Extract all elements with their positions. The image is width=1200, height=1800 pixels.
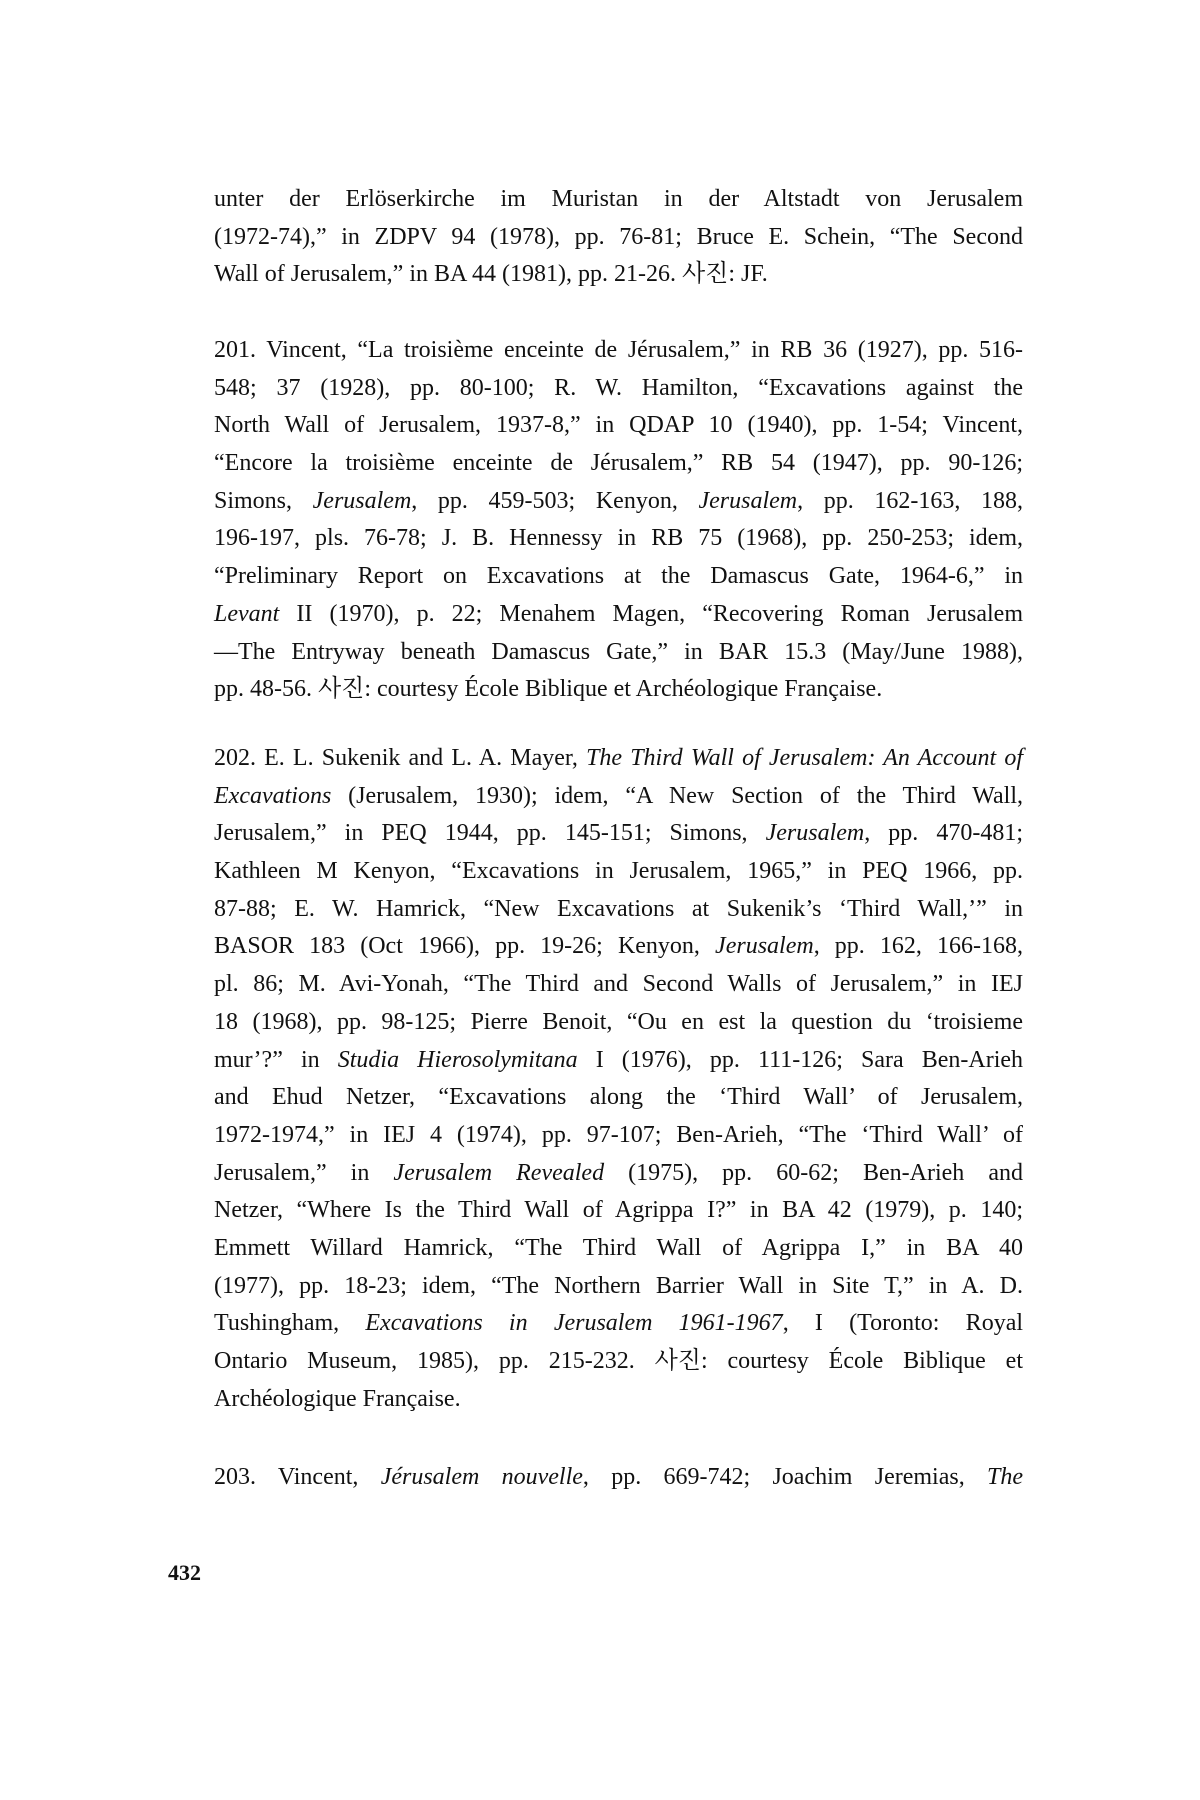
text-line [214, 634, 1023, 672]
text-segment: 202. E. L. Sukenik and L. A. Mayer, [214, 745, 587, 771]
text-line [214, 740, 1023, 778]
text-segment: 18 (1968), pp. 98-125; Pierre Benoit, “Ou en est la question du ‘troisieme [214, 1008, 1023, 1035]
text-segment: North Wall of Jerusalem, 1937-8,” in QDAP 10 (1940), pp. 1-54; Vincent, [214, 412, 1023, 439]
text-segment: Archéologique Française. [214, 1385, 461, 1412]
italic-title: Jérusalem nouvelle [380, 1464, 583, 1490]
text-segment: 203. Vincent, [214, 1464, 381, 1490]
text-line [214, 1155, 1023, 1193]
text-segment: 201. Vincent, “La troisième enceinte de Jérusalem,” in RB 36 (1927), pp. 516- [214, 337, 1023, 363]
footnote-203 [214, 1459, 1023, 1497]
footnote-202 [214, 740, 1023, 1418]
text-segment: , pp. 162-163, 188, [797, 487, 1023, 514]
italic-title: Jerusalem [312, 487, 412, 514]
text-segment: “Preliminary Report on Excavations at the Damascus Gate, 1964-6,” in [214, 563, 1023, 590]
text-line [214, 891, 1023, 929]
italic-title: Jerusalem [765, 820, 865, 847]
italic-title: The Third Wall of Jerusalem: An Account of [586, 745, 1024, 771]
text-segment: 87-88; E. W. Hamrick, “New Excavations at Sukenik’s ‘Third Wall,’” in [214, 895, 1023, 922]
text-line [214, 815, 1023, 853]
text-segment: , pp. 669-742; Joachim Jeremias, [582, 1464, 987, 1490]
text-segment: pl. 86; M. Avi-Yonah, “The Third and Second Walls of Jerusalem,” in IEJ [214, 971, 1023, 998]
text-line [214, 1230, 1023, 1268]
text-line [214, 332, 1023, 370]
text-segment: —The Entryway beneath Damascus Gate,” in BAR 15.3 (May/June 1988), [214, 638, 1023, 665]
text-segment: 1972-1974,” in IEJ 4 (1974), pp. 97-107; Ben-Arieh, “The ‘Third Wall’ of [214, 1121, 1023, 1148]
text-segment: (1977), pp. 18-23; idem, “The Northern Barrier Wall in Site T,” in A. D. [214, 1272, 1023, 1299]
text-segment: Simons, [214, 487, 313, 514]
text-segment: (Jerusalem, 1930); idem, “A New Section of the Third Wall, [331, 782, 1023, 809]
italic-title: Excavations in Jerusalem 1961-1967 [365, 1310, 783, 1337]
text-line [214, 1192, 1023, 1230]
text-line [214, 671, 1023, 709]
text-line [214, 596, 1023, 634]
text-segment: Wall of Jerusalem,” in BA 44 (1981), pp. 21-26. 사진: JF. [214, 261, 768, 288]
text-line [214, 181, 1023, 219]
text-segment: Ontario Museum, 1985), pp. 215-232. 사진: courtesy École Biblique et [214, 1348, 1023, 1374]
text-line [214, 778, 1023, 816]
text-line [214, 1268, 1023, 1306]
text-segment: , pp. 470-481; [864, 820, 1023, 847]
text-segment: , I (Toronto: Royal [782, 1310, 1024, 1337]
italic-title: Jerusalem [698, 487, 798, 514]
text-line [214, 966, 1023, 1004]
italic-title: Studia Hierosolymitana [337, 1046, 578, 1073]
text-line [214, 1042, 1023, 1080]
text-line [214, 853, 1023, 891]
text-segment: (1972-74),” in ZDPV 94 (1978), pp. 76-81; Bruce E. Schein, “The Second [214, 223, 1023, 250]
text-line [214, 256, 1023, 294]
text-line [214, 483, 1023, 521]
text-line [214, 520, 1023, 558]
italic-title: Levant [214, 600, 280, 627]
italic-title: Excavations [214, 782, 332, 809]
text-line [214, 370, 1023, 408]
text-line [214, 219, 1023, 257]
text-segment: Tushingham, [214, 1310, 366, 1337]
text-segment: Kathleen M Kenyon, “Excavations in Jerusalem, 1965,” in PEQ 1966, pp. [214, 858, 1023, 885]
text-segment: pp. 48-56. 사진: courtesy École Biblique et Archéologique Française. [214, 676, 883, 703]
text-segment: unter der Erlöserkirche im Muristan in der Altstadt von Jerusalem [214, 186, 1023, 212]
text-line [214, 558, 1023, 596]
text-segment: (1975), pp. 60-62; Ben-Arieh and [604, 1159, 1023, 1186]
text-segment: II (1970), p. 22; Menahem Magen, “Recovering Roman Jerusalem [279, 600, 1023, 627]
footnote-201 [214, 332, 1023, 709]
text-line [214, 1117, 1023, 1155]
italic-title: The [987, 1464, 1023, 1490]
text-segment: BASOR 183 (Oct 1966), pp. 19-26; Kenyon, [214, 933, 716, 960]
text-line [214, 928, 1023, 966]
italic-title: Jerusalem [715, 933, 814, 960]
text-segment: 548; 37 (1928), pp. 80-100; R. W. Hamilton, “Excavations against the [214, 374, 1023, 401]
text-segment: “Encore la troisième enceinte de Jérusalem,” RB 54 (1947), pp. 90-126; [214, 450, 1023, 477]
text-line [214, 1343, 1023, 1381]
text-segment: , pp. 459-503; Kenyon, [411, 487, 699, 514]
text-line [214, 1305, 1023, 1343]
text-line [214, 1459, 1023, 1497]
text-segment: , pp. 162, 166-168, [813, 933, 1023, 960]
text-segment: I (1976), pp. 111-126; Sara Ben-Arieh [577, 1046, 1024, 1073]
page-number: 432 [168, 1560, 201, 1585]
italic-title: Jerusalem Revealed [393, 1159, 605, 1186]
text-line [214, 1079, 1023, 1117]
text-segment: mur’?” in [214, 1046, 338, 1073]
text-segment: Jerusalem,” in [214, 1159, 394, 1186]
text-segment: Jerusalem,” in PEQ 1944, pp. 145-151; Simons, [214, 820, 766, 847]
footnote-continuation [214, 181, 1023, 294]
text-line [214, 407, 1023, 445]
text-segment: Netzer, “Where Is the Third Wall of Agrippa I?” in BA 42 (1979), p. 140; [214, 1197, 1023, 1224]
text-segment: and Ehud Netzer, “Excavations along the ‘Third Wall’ of Jerusalem, [214, 1084, 1023, 1111]
text-line [214, 1004, 1023, 1042]
text-line [214, 445, 1023, 483]
text-line [214, 1381, 1023, 1419]
text-segment: 196-197, pls. 76-78; J. B. Hennessy in RB 75 (1968), pp. 250-253; idem, [214, 525, 1023, 552]
text-segment: Emmett Willard Hamrick, “The Third Wall of Agrippa I,” in BA 40 [214, 1234, 1023, 1261]
